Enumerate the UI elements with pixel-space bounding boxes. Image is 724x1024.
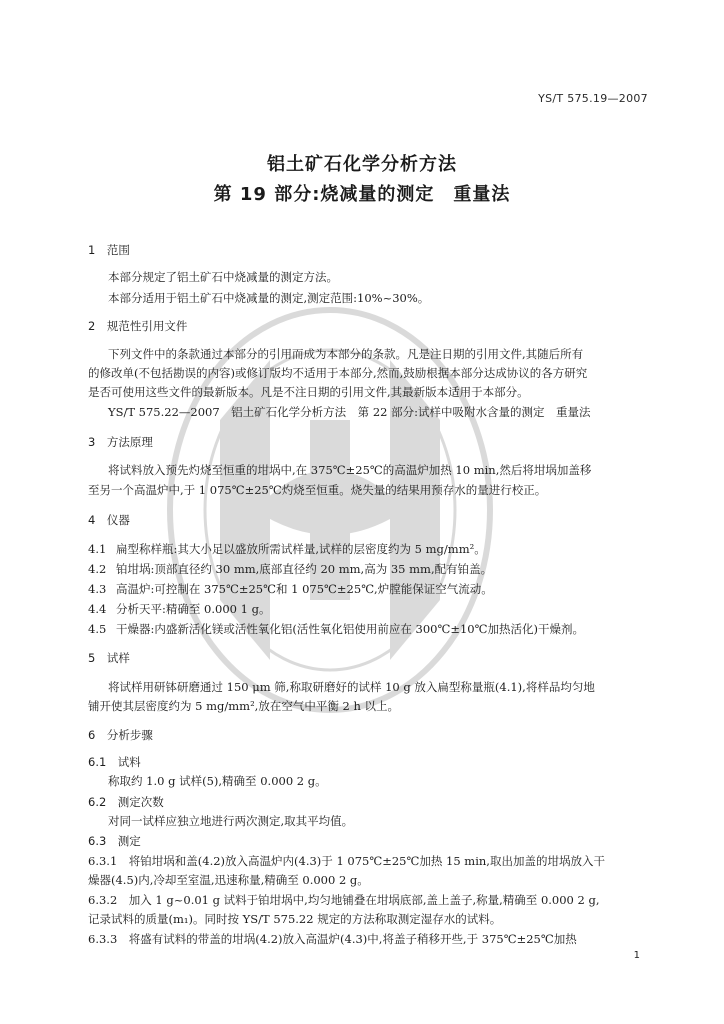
section-6-heading: 6 分析步骤	[88, 728, 153, 742]
list-item	[88, 542, 486, 557]
section-2-paragraph-line-1: 下列文件中的条款通过本部分的引用而成为本部分的条款。凡是注日期的引用文件,其随后所有	[108, 347, 584, 361]
section-6-3-1-line-2: 燥器(4.5)内,冷却至室温,迅速称量,精确至 0.000 2 g。	[88, 873, 369, 887]
section-3-heading: 3 方法原理	[88, 435, 153, 449]
list-item-text: 高温炉:可控制在 375℃±25℃和 1 075℃±25℃,炉膛能保证空气流动。	[116, 582, 493, 596]
section-5-heading: 5 试样	[88, 651, 130, 665]
section-6-1-paragraph: 称取约 1.0 g 试样(5),精确至 0.000 2 g。	[108, 774, 327, 788]
list-item	[88, 582, 493, 597]
section-2-heading: 2 规范性引用文件	[88, 319, 188, 333]
list-item-text: 干燥器:内盛新活化镁或活性氧化铝(活性氧化铝使用前应在 300℃±10℃加热活化)干燥剂。	[116, 622, 584, 636]
section-6-3-2-line-1: 6.3.2 加入 1 g~0.01 g 试料于铂坩埚中,均匀地铺叠在坩埚底部,盖上盖子,称量,精确至 0.000 2 g,	[88, 893, 600, 907]
section-3-paragraph-line-1: 将试料放入预先灼烧至恒重的坩埚中,在 375℃±25℃的高温炉加热 10 min,然后将坩埚加盖移	[108, 463, 592, 477]
section-5-paragraph-line-1: 将试样用研钵研磨通过 150 μm 筛,称取研磨好的试样 10 g 放入扁型称量瓶(4.1),将样品均匀地	[108, 680, 595, 694]
list-item-text: 分析天平:精确至 0.000 1 g。	[116, 602, 271, 616]
section-2-reference: YS/T 575.22—2007 铝土矿石化学分析方法 第 22 部分:试样中吸附水含量的测定 重量法	[108, 405, 591, 419]
list-item-number: 4.5	[88, 622, 107, 636]
section-1-heading: 1 范围	[88, 243, 130, 257]
section-1-paragraph-1: 本部分规定了铝土矿石中烧减量的测定方法。	[108, 270, 338, 284]
watermark-stamp-icon	[160, 300, 500, 720]
section-6-3-1-line-1: 6.3.1 将铂坩埚和盖(4.2)放入高温炉内(4.3)于 1 075℃±25℃加热 15 min,取出加盖的坩埚放入干	[88, 854, 605, 868]
section-5-paragraph-line-2: 铺开使其层密度约为 5 mg/mm²,放在空气中平衡 2 h 以上。	[88, 699, 400, 713]
section-6-3-heading: 6.3 测定	[88, 834, 141, 848]
list-item-number: 4.2	[88, 562, 107, 576]
section-3-paragraph-line-2: 至另一个高温炉中,于 1 075℃±25℃灼烧至恒重。烧失量的结果用预存水的量进行校正。	[88, 483, 547, 497]
section-6-1-heading: 6.1 试料	[88, 755, 141, 769]
document-title: 铝土矿石化学分析方法	[267, 154, 457, 175]
section-4-heading: 4 仪器	[88, 513, 130, 527]
list-item-text: 铂坩埚:顶部直径约 30 mm,底部直径约 20 mm,高为 35 mm,配有铂盖。	[116, 562, 493, 576]
list-item	[88, 622, 584, 637]
standard-code: YS/T 575.19—2007	[538, 92, 648, 105]
document-subtitle: 第 19 部分:烧减量的测定 重量法	[213, 184, 511, 205]
list-item-number: 4.4	[88, 602, 107, 616]
section-2-paragraph-line-2: 的修改单(不包括勘误的内容)或修订版均不适用于本部分,然而,鼓励根据本部分达成协议的各方研究	[88, 366, 588, 380]
section-1-paragraph-2: 本部分适用于铝土矿石中烧减量的测定,测定范围:10%~30%。	[108, 291, 430, 305]
list-item-number: 4.1	[88, 542, 107, 556]
list-item	[88, 602, 270, 617]
list-item-text: 扁型称样瓶:其大小足以盛放所需试样量,试样的层密度约为 5 mg/mm²。	[116, 542, 486, 556]
section-6-3-2-line-2: 记录试料的质量(m₁)。同时按 YS/T 575.22 规定的方法称取测定湿存水的试料。	[88, 912, 502, 926]
section-6-3-3-line-1: 6.3.3 将盛有试料的带盖的坩埚(4.2)放入高温炉(4.3)中,将盖子稍移开些,于 375℃±25℃加热	[88, 932, 577, 946]
section-6-2-paragraph: 对同一试样应独立地进行两次测定,取其平均值。	[108, 814, 354, 828]
list-item-number: 4.3	[88, 582, 107, 596]
list-item	[88, 562, 492, 577]
section-6-2-heading: 6.2 测定次数	[88, 795, 164, 809]
page-number: 1	[633, 950, 640, 961]
section-2-paragraph-line-3: 是否可使用这些文件的最新版本。凡是不注日期的引用文件,其最新版本适用于本部分。	[88, 385, 529, 399]
